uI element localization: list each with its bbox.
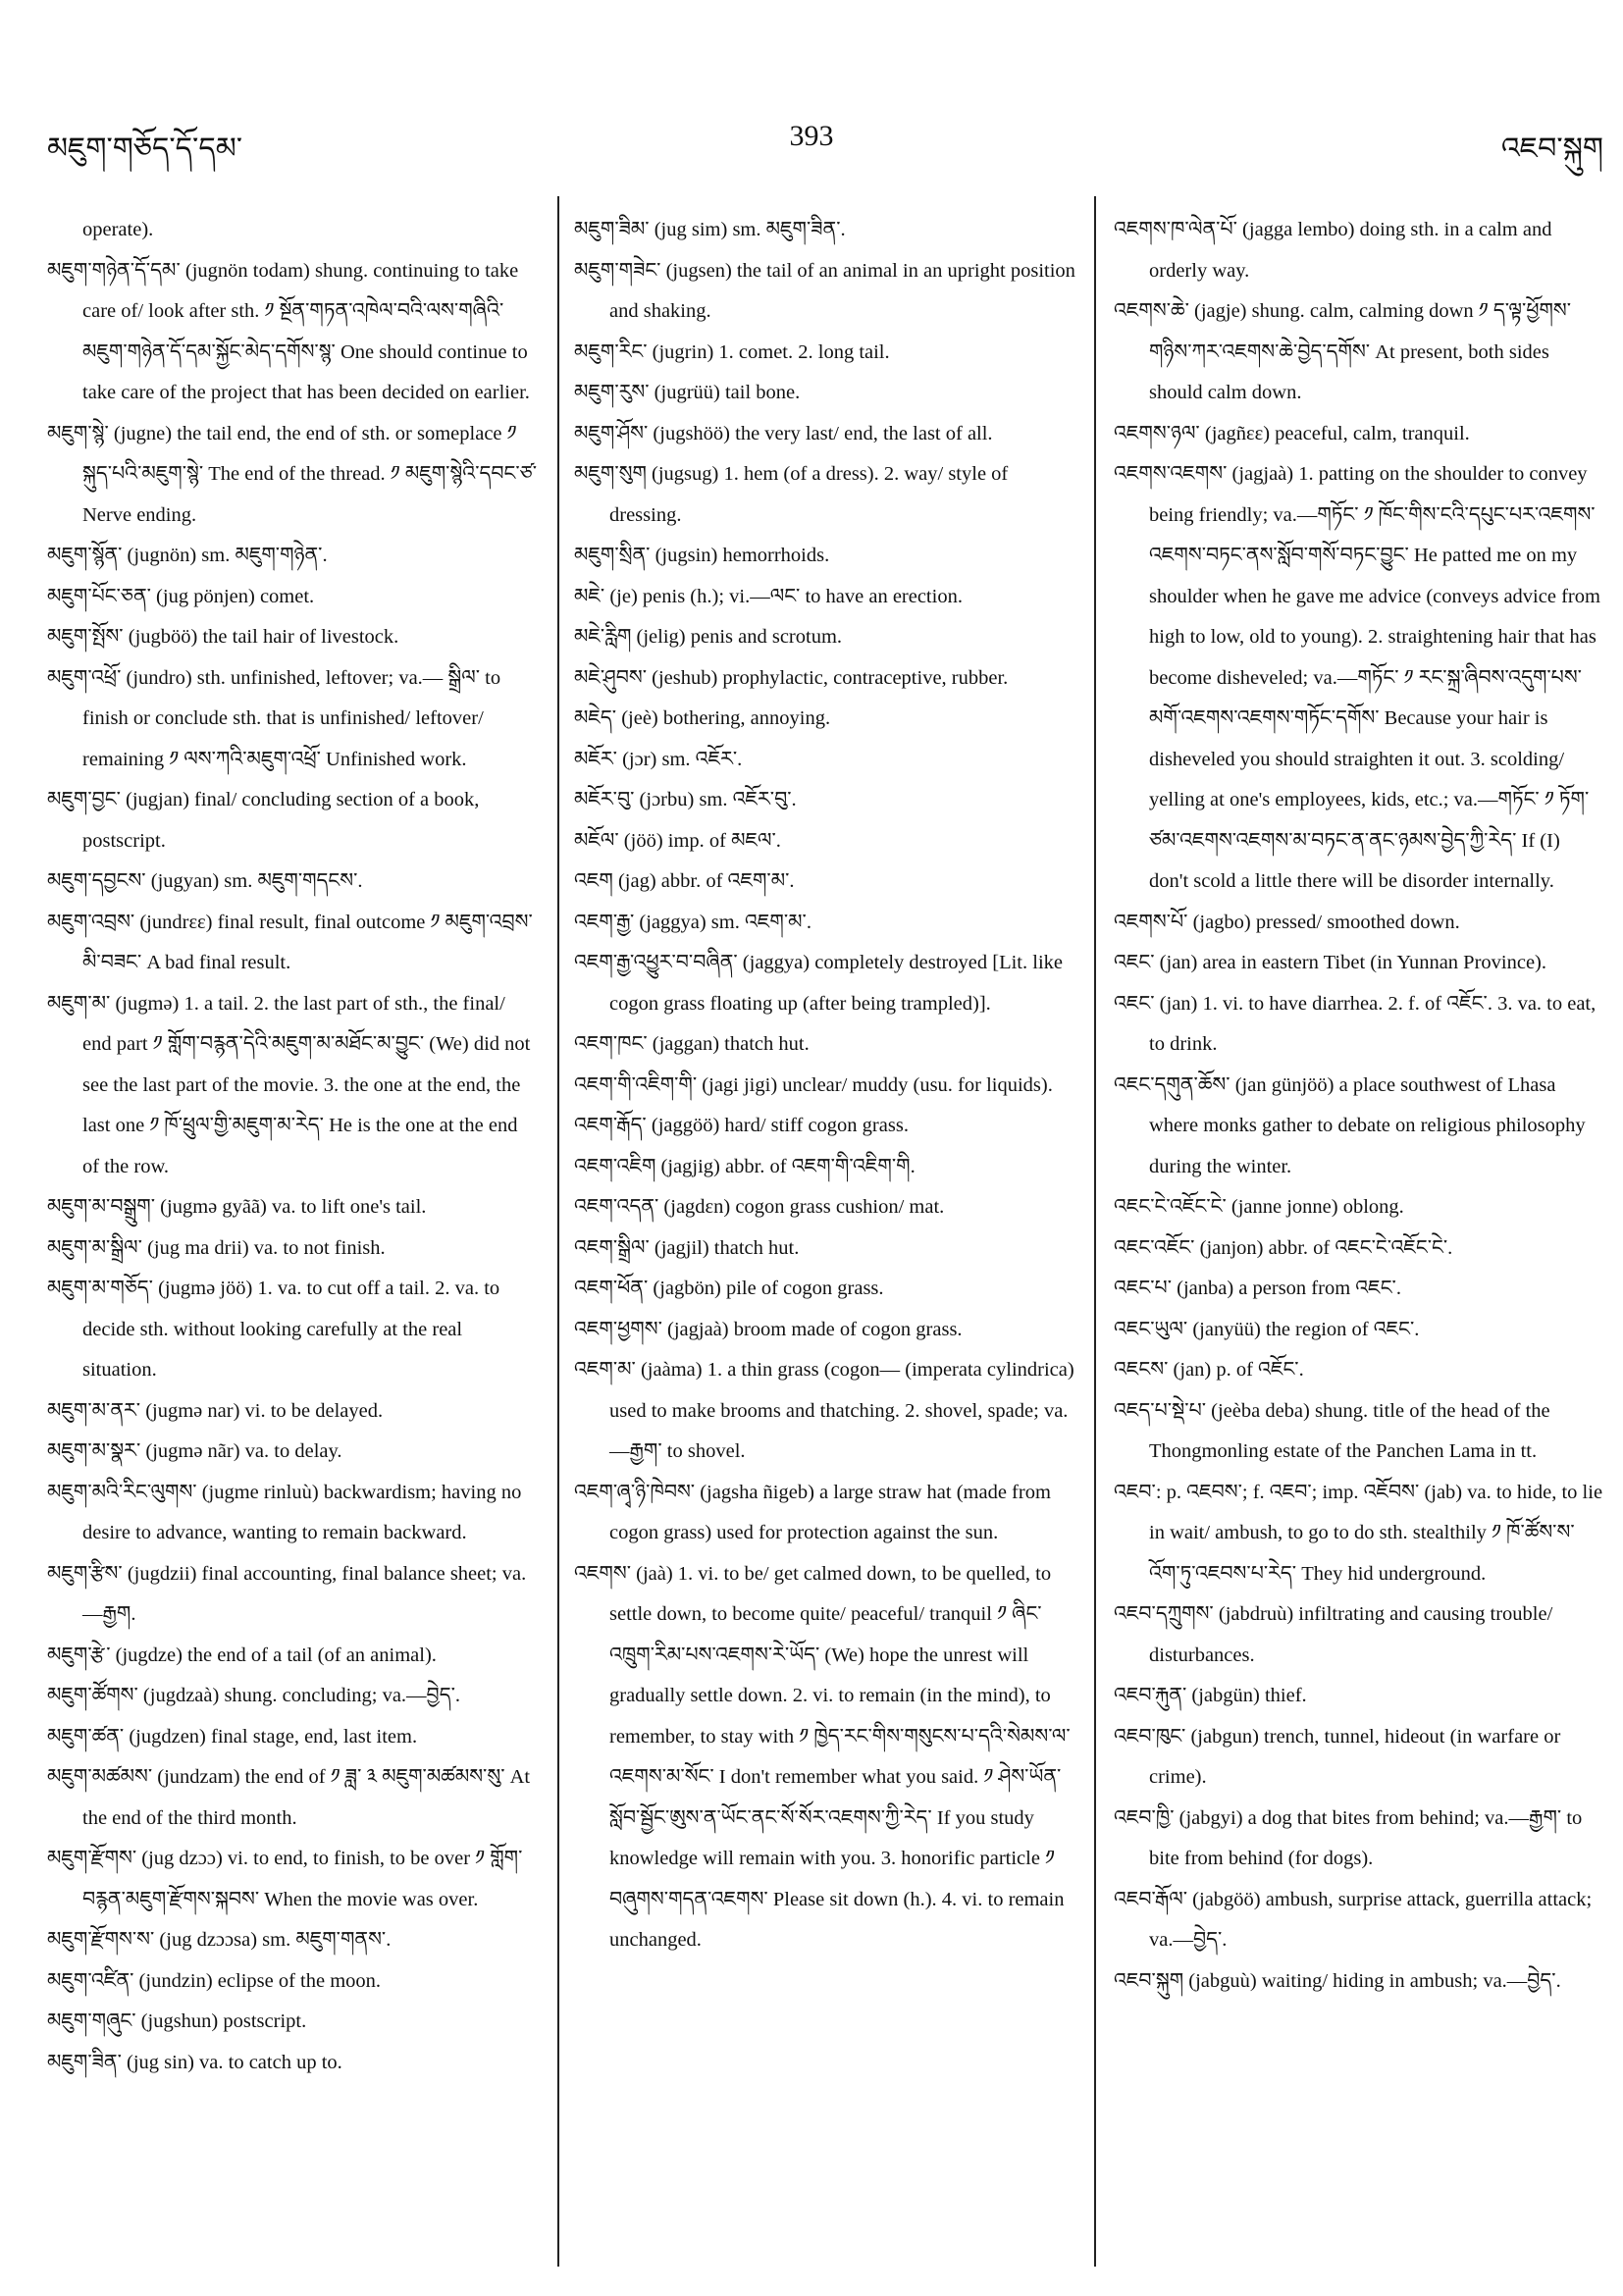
dictionary-entry: མཇེ་ཤུབས་ (jeshub) prophylactic, contraceptive, rubber. bbox=[574, 666, 1009, 689]
dictionary-entry: མཇུག་རྩིས་ (jugdzii) final accounting, final balance sheet; va.—རྒྱག. bbox=[47, 1562, 527, 1625]
column-divider bbox=[1094, 196, 1096, 2267]
dictionary-entry: འཇབ་དཀྲུགས་ (jabdruù) infiltrating and causing trouble/ disturbances. bbox=[1114, 1603, 1553, 1666]
dictionary-entry: མཇུག་ཟིན་ (jug sin) va. to catch up to. bbox=[47, 2051, 342, 2073]
dictionary-entry: འཇབ་ཁྱི་ (jabgyi) a dog that bites from behind; va.—རྒྱག་ to bite from behind (for dogs). bbox=[1114, 1806, 1583, 1869]
dictionary-entry: མཇུག་མ་ནར་ (jugmə nar) vi. to be delayed. bbox=[47, 1399, 384, 1422]
running-head-right: འཇབ་སྐུག bbox=[1500, 132, 1603, 165]
dictionary-entry: མཇུག་རྫོགས་ (jug dzɔɔ) vi. to end, to finish, to be over ༡ གློག་བརྙན་མཇུག་རྫོགས་སྐབས་ When the movie was over. bbox=[47, 1848, 523, 1910]
dictionary-entry: འཇངས་ (jan) p. of འཇོང་. bbox=[1114, 1359, 1304, 1381]
dictionary-entry: མཇུག་ཚན་ (jugdzen) final stage, end, last item. bbox=[47, 1725, 418, 1748]
dictionary-entry: འཇག་འཇིག (jagjig) abbr. of འཇག་གི་འཇིག་གི. bbox=[574, 1155, 916, 1177]
dictionary-entry: འཇག་རྒྱ་འཕྱུར་བ་བཞིན་ (jaggya) completely destroyed [Lit. like cogon grass floating up (after being trampled)]. bbox=[574, 952, 1063, 1015]
column-left bbox=[47, 210, 538, 2276]
dictionary-entry: འཇགས་ཁ་ལེན་པོ་ (jagga lembo) doing sth. in a calm and orderly way. bbox=[1114, 219, 1552, 282]
dictionary-entry: མཇུག་ཚོགས་ (jugdzaà) shung. concluding; va.—བྱེད་. bbox=[47, 1685, 460, 1706]
dictionary-entry: འཇབ་: p. འཇབས་; f. འཇབ་; imp. འཇོབས་ (jab) va. to hide, to lie in wait/ ambush, to go to do sth. stealthily ༡ ཁོ་ཚོས་ས་འོག་ཏུ་འཇབས་པ་རེད་ They hid underground. bbox=[1114, 1481, 1603, 1585]
dictionary-entry: འཇགས་འཇགས་ (jagjaà) 1. patting on the shoulder to convey being friendly; va.—གཏོང་ ༡ ཁོང་གིས་ངའི་དཔུང་པར་འཇགས་འཇགས་བཏང་ནས་སློབ་གསོ་བཏང་བྱུང་ He patted me on my shoulder when he gave me advice (conveys advice from high to low, old to young). 2. straightening hair that has become disheveled; va.—གཏོང་ ༡ རང་སྐྲ་ཞིབས་འདུག་པས་མགོ་འཇགས་འཇགས་གཏོང་དགོས་ Because your hair is disheveled you should straighten it out. 3. scolding/ yelling at one's employees, kids, etc.; va.—གཏོང་ ༡ ཏོག་ཙམ་འཇགས་འཇགས་མ་བཏང་ན་ནང་ཉམས་བྱེད་ཀྱི་རེད་ If (I) don't scold a little there will be disorder internally. bbox=[1114, 463, 1600, 892]
column-divider bbox=[557, 196, 559, 2267]
dictionary-entry: འཇག་རྒྱ་ (jaggya) sm. འཇག་མ་. bbox=[574, 911, 812, 933]
dictionary-entry: འཇང་ཡུལ་ (janyüü) the region of འཇང་. bbox=[1114, 1318, 1420, 1340]
dictionary-entry: མཇུག་དབྱངས་ (jugyan) sm. མཇུག་གདངས་. bbox=[47, 870, 363, 892]
dictionary-entry: མཇུག་མ་གཅོད་ (jugmə jöö) 1. va. to cut off a tail. 2. va. to decide sth. without looking carefully at the real situation. bbox=[47, 1278, 500, 1381]
dictionary-entry: མཇུག་མ་སྒྲིལ་ (jug ma drii) va. to not finish. bbox=[47, 1236, 386, 1259]
dictionary-entry: མཇུག་གཟེང་ (jugsen) the tail of an animal in an upright position and shaking. bbox=[574, 259, 1075, 322]
dictionary-entry: མཇེ་ (je) penis (h.); vi.—ལང་ to have an erection. bbox=[574, 585, 963, 607]
dictionary-entry: མཇུག་འཕྲོ་ (jundro) sth. unfinished, leftover; va.— སྒྲིལ་ to finish or conclude sth. that is unfinished/ leftover/ remaining ༡ ལས་ཀའི་མཇུག་འཕྲོ་ Unfinished work. bbox=[47, 666, 501, 770]
dictionary-entry: འཇག་ཁང་ (jaggan) thatch hut. bbox=[574, 1033, 810, 1055]
dictionary-entry: མཇུག་པོང་ཅན་ (jug pönjen) comet. bbox=[47, 585, 315, 607]
dictionary-entry: མཇུག་སུག (jugsug) 1. hem (of a dress). 2. way/ style of dressing. bbox=[574, 463, 1009, 526]
dictionary-entry: འཇབ་རྐུན་ (jabgün) thief. bbox=[1114, 1685, 1307, 1706]
dictionary-entry: འཇག་རྒོད་ (jaggöö) hard/ stiff cogon grass. bbox=[574, 1115, 909, 1136]
running-head-left: མཇུག་གཅོད་དོ་དམ་ bbox=[47, 132, 243, 165]
dictionary-entry: འཇགས་ཉལ་ (jagñεε) peaceful, calm, tranquil. bbox=[1114, 422, 1470, 444]
dictionary-entry: མཇུག་སྙོན་ (jugnön) sm. མཇུག་གཉེན་. bbox=[47, 545, 328, 566]
dictionary-entry: འཇག་འདན་ (jagdεn) cogon grass cushion/ mat. bbox=[574, 1196, 945, 1218]
dictionary-entry: འཇང་ངེ་འཇོང་ངེ་ (janne jonne) oblong. bbox=[1114, 1196, 1404, 1218]
dictionary-entry: འཇག་མ་ (jaàma) 1. a thin grass (cogon— (imperata cylindrica) used to make brooms and thatching. 2. shovel, spade; va.—རྒྱག་ to shovel. bbox=[574, 1359, 1074, 1462]
dictionary-entry: མཇུག་རིང་ (jugrin) 1. comet. 2. long tail. bbox=[574, 340, 890, 363]
dictionary-entry: མཇུག་གཞུང་ (jugshun) postscript. bbox=[47, 2010, 307, 2032]
dictionary-entry: འཇག་གི་འཇིག་གི་ (jagi jigi) unclear/ muddy (usu. for liquids). bbox=[574, 1073, 1053, 1096]
dictionary-entry: མཇུག་རྫོགས་ས་ (jug dzɔɔsa) sm. མཇུག་གནས་. bbox=[47, 1929, 392, 1951]
dictionary-entry: འཇག (jag) abbr. of འཇག་མ་. bbox=[574, 870, 795, 892]
column-middle bbox=[574, 210, 1084, 2276]
page-number: 393 bbox=[789, 120, 834, 152]
dictionary-entry: མཇུག་མ་ (jugmə) 1. a tail. 2. the last part of sth., the final/ end part ༡ གློག་བརྙན་དེའི་མཇུག་མ་མཐོང་མ་བྱུང་ (We) did not see the last part of the movie. 3. the one at the end, the last one ༡ ཁོ་ཕྲུལ་གྱི་མཇུག་མ་རེད་ He is the one at the end of the row. bbox=[47, 992, 531, 1177]
dictionary-entry: འཇང་དགུན་ཆོས་ (jan günjöö) a place southwest of Lhasa where monks gather to debate on religious philosophy during the winter. bbox=[1114, 1073, 1586, 1177]
dictionary-entry: འཇབ་ཁུང་ (jabgun) trench, tunnel, hideout (in warfare or crime). bbox=[1114, 1725, 1561, 1788]
dictionary-entry: འཇང་ (jan) 1. vi. to have diarrhea. 2. f. of འཇོང་. 3. va. to eat, to drink. bbox=[1114, 992, 1597, 1055]
dictionary-entry: མཇུག་མ་སྣར་ (jugmə nãr) va. to delay. bbox=[47, 1440, 342, 1462]
dictionary-entry: མཇུག་འབྲས་ (jundrεε) final result, final outcome ༡ མཇུག་འབྲས་མི་བཟང་ A bad final result. bbox=[47, 911, 533, 973]
dictionary-entry: མཇུག་མའི་རིང་ལུགས་ (jugme rinluù) backwardism; having no desire to advance, wanting to remain backward. bbox=[47, 1481, 522, 1543]
column-right bbox=[1114, 210, 1604, 2276]
dictionary-entry: མཇོར་བུ་ (jɔrbu) sm. འཇོར་བུ་. bbox=[574, 789, 797, 810]
dictionary-entry: འཇག་ཞྭ་ཉི་ཁེབས་ (jagsha ñigeb) a large straw hat (made from cogon grass) used for protection against the sun. bbox=[574, 1481, 1051, 1543]
dictionary-entry: མཇུག་ཤོས་ (jugshöö) the very last/ end, the last of all. bbox=[574, 422, 993, 444]
dictionary-entry: འཇག་ཕྱགས་ (jagjaà) broom made of cogon grass. bbox=[574, 1318, 963, 1340]
dictionary-entry: འཇགས་ཆེ་ (jagje) shung. calm, calming down ༡ ད་ལྟ་ཕྱོགས་གཉིས་ཀར་འཇགས་ཆེ་བྱེད་དགོས་ At present, both sides should calm down. bbox=[1114, 300, 1572, 403]
dictionary-entry: operate). bbox=[82, 219, 154, 240]
dictionary-entry: མཇུག་འཛིན་ (jundzin) eclipse of the moon. bbox=[47, 1969, 382, 1992]
dictionary-entry: འཇགས་ (jaà) 1. vi. to be/ get calmed down, to be quelled, to settle down, to become quite/ peaceful/ tranquil ༡ ཞིང་འཁྲུག་རིམ་པས་འཇགས་རེ་ཡོད་ (We) hope the unrest will gradually settle down. 2. vi. to remain (in the mind), to remember, to stay with ༡ ཁྱེད་རང་གིས་གསུངས་པ་དའི་སེམས་ལ་འཇགས་མ་སོང་ I don't remember what you said. ༡ ཤེས་ཡོན་སློབ་སྦྱོང་ཨུས་ན་ཡོང་ནང་སོ་སོར་འཇགས་ཀྱི་རེད་ If you study knowledge will remain with you. 3. honorific particle ༡ བཞུགས་གདན་འཇགས་ Please sit down (h.). 4. vi. to remain unchanged. bbox=[574, 1562, 1071, 1951]
dictionary-entry: འཇང་ (jan) area in eastern Tibet (in Yunnan Province). bbox=[1114, 952, 1547, 973]
dictionary-entry: མཇོར་ (jɔr) sm. འཇོར་. bbox=[574, 748, 743, 770]
dictionary-entry: མཇུག་གཉེན་དོ་དམ་ (jugnön todam) shung. continuing to take care of/ look after sth. ༡ སྔོན་གཏན་འཁེལ་བའི་ལས་གཞིའི་མཇུག་གཉེན་དོ་དམ་སྐྱོང་མེད་དགོས་སྙ་ One should continue to take care of the project that has been decided on earlier. bbox=[47, 259, 530, 403]
dictionary-entry: མཇུག་མཚམས་ (jundzam) the end of ༡ ཟླ་ ༣ མཇུག་མཚམས་སུ་ At the end of the third month. bbox=[47, 1766, 531, 1829]
dictionary-entry: འཇབ་རྒོལ་ (jabgöö) ambush, surprise attack, guerrilla attack; va.—བྱེད་. bbox=[1114, 1888, 1593, 1951]
dictionary-entry: མཇོལ་ (jöö) imp. of མཇལ་. bbox=[574, 829, 781, 852]
dictionary-entry: མཇུག་མ་བསྒྲུག་ (jugmə gyãã) va. to lift one's tail. bbox=[47, 1196, 427, 1218]
dictionary-entry: འཇགས་པོ་ (jagbo) pressed/ smoothed down. bbox=[1114, 911, 1460, 933]
dictionary-entry: འཇག་ཕོན་ (jagbön) pile of cogon grass. bbox=[574, 1278, 884, 1299]
dictionary-entry: མཇུག་སྤོས་ (jugböö) the tail hair of livestock. bbox=[47, 626, 399, 648]
dictionary-entry: མཇུག་བྱང་ (jugjan) final/ concluding section of a book, postscript. bbox=[47, 789, 480, 852]
dictionary-entry: འཇད་པ་སྡེ་པ་ (jeèba deba) shung. title of the head of the Thongmonling estate of the Panchen Lama in tt. bbox=[1114, 1399, 1550, 1462]
dictionary-entry: འཇང་འཇོང་ (janjon) abbr. of འཇང་ངེ་འཇོང་ངེ་. bbox=[1114, 1236, 1453, 1259]
dictionary-entry: མཇུག་ཟིམ་ (jug sim) sm. མཇུག་ཟིན་. bbox=[574, 219, 846, 240]
dictionary-entry: འཇང་པ་ (janba) a person from འཇང་. bbox=[1114, 1278, 1401, 1299]
dictionary-entry: འཇག་སྒྲིལ་ (jagjil) thatch hut. bbox=[574, 1236, 800, 1259]
dictionary-entry: མཇེ་རླིག (jelig) penis and scrotum. bbox=[574, 626, 843, 648]
dictionary-entry: མཇུག་སྲིན་ (jugsin) hemorrhoids. bbox=[574, 545, 830, 566]
dictionary-entry: མཇེད་ (jeè) bothering, annoying. bbox=[574, 707, 831, 729]
dictionary-entry: མཇུག་རྩེ་ (jugdze) the end of a tail (of an animal). bbox=[47, 1644, 437, 1666]
dictionary-entry: མཇུག་རུས་ (jugrüü) tail bone. bbox=[574, 382, 801, 403]
dictionary-entry: མཇུག་སྙེ་ (jugne) the tail end, the end of sth. or someplace ༡ སྐུད་པའི་མཇུག་སྙེ་ The end of the thread. ༡ མཇུག་སྙེའི་དབང་ཙ་ Nerve ending. bbox=[47, 422, 538, 526]
dictionary-entry: འཇབ་སྐུག (jabguù) waiting/ hiding in ambush; va.—བྱེད་. bbox=[1114, 1969, 1561, 1992]
